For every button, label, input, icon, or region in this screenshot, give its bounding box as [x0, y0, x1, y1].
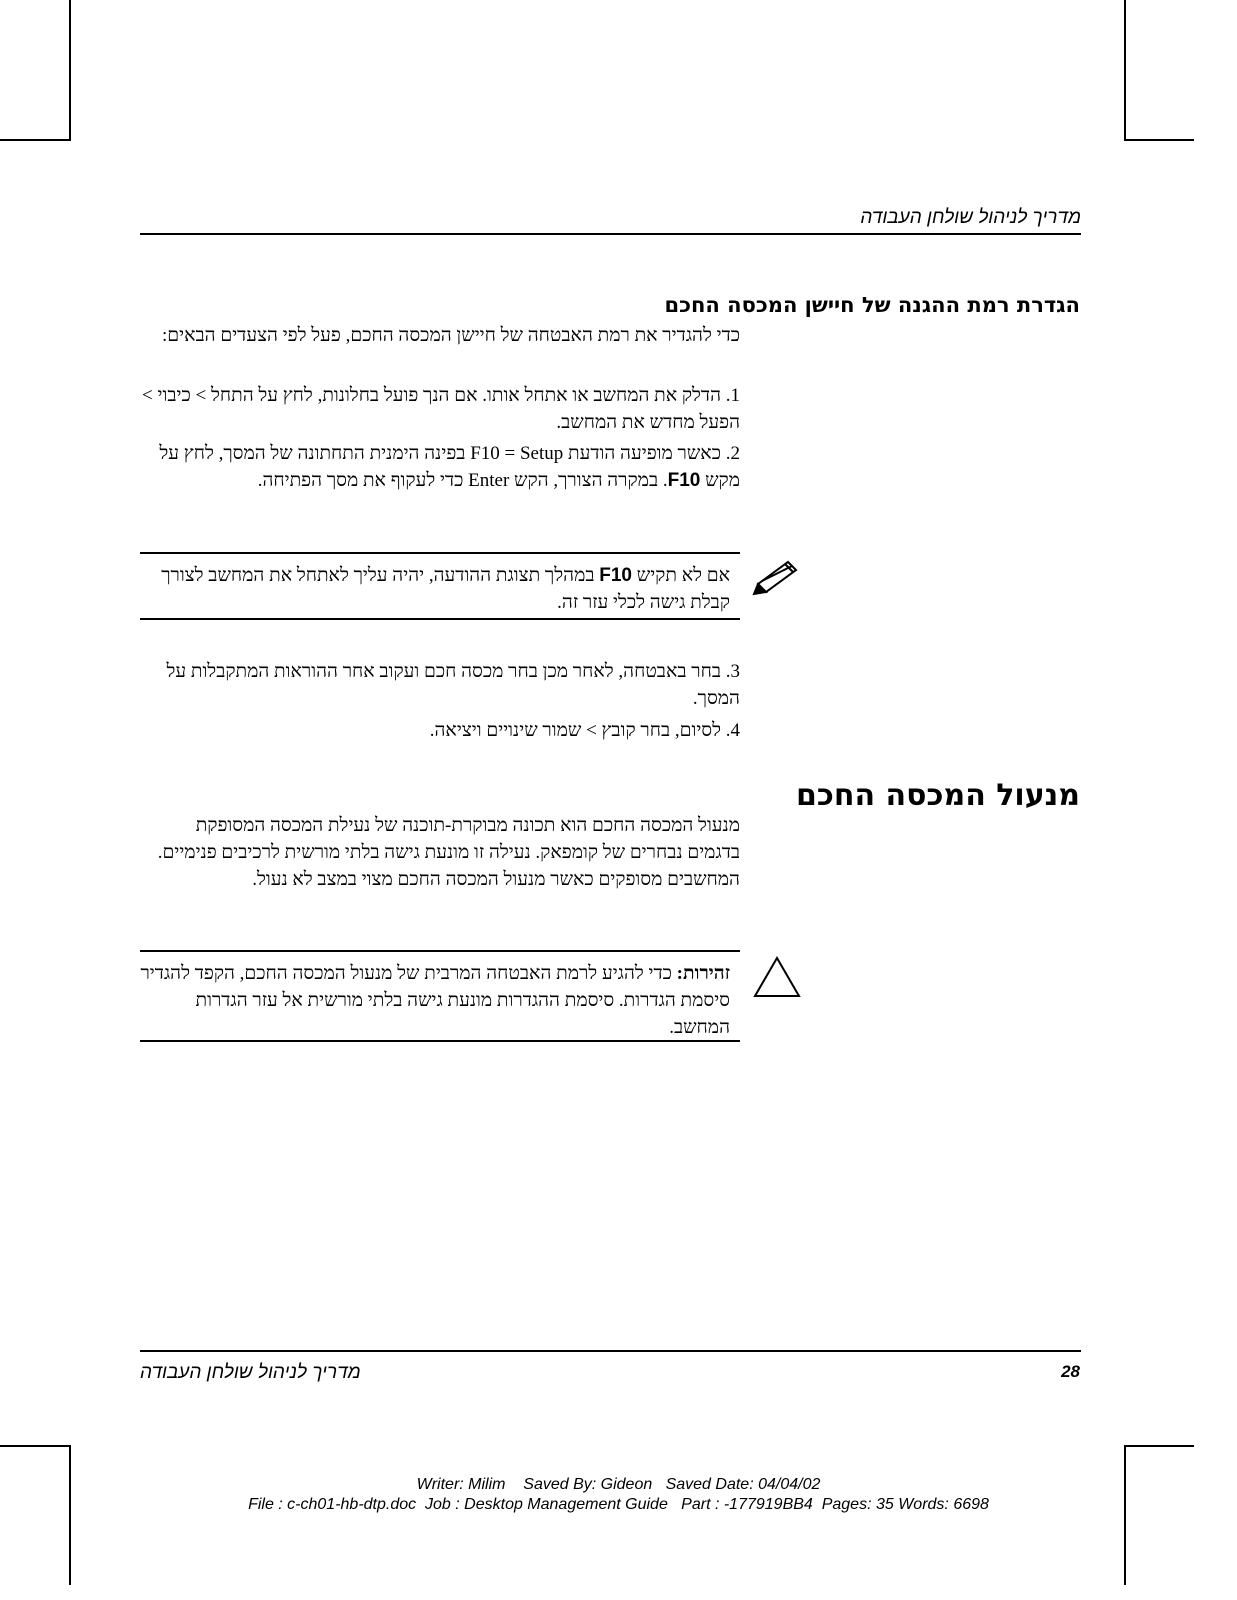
- print-meta-line-2: File : c-ch01-hb-dtp.doc Job : Desktop Management Guide Part : -177919BB4 Pages: 35 Words: 6698: [248, 1496, 989, 1513]
- footer-title: מדריך לניהול שולחן העבודה: [140, 1362, 361, 1383]
- warning-text: [140, 952, 740, 1049]
- warning-box: [140, 950, 740, 1042]
- note-text: [140, 554, 740, 624]
- crop-mark-bottom-right-v: [1124, 1445, 1126, 1585]
- page-number: 28: [1061, 1362, 1080, 1381]
- note-text-a: אם לא תקיש: [632, 565, 730, 586]
- section-heading-smart-cover-lock: מנעול המכסה החכם: [795, 778, 1080, 813]
- step-2-text-a: 2. כאשר מופיעה הודעת F10 = Setup בפינה הימנית התחתונה של המסך, לחץ על מקש: [159, 443, 740, 491]
- crop-mark-top-left-v: [69, 0, 71, 140]
- crop-mark-bottom-left-v: [69, 1445, 71, 1585]
- running-header: מדריך לניהול שולחן העבודה: [140, 207, 1081, 235]
- f10-key: F10: [667, 470, 701, 491]
- crop-mark-bottom-left-h: [0, 1445, 71, 1447]
- pencil-icon: [752, 556, 802, 601]
- warning-body: כדי להגיע לרמת האבטחה המרבית של מנעול המכסה החכם, הקפד להגדיר סיסמת הגדרות. סיסמת ההגדרות מונעת גישה בלתי מורשית אל עזר הגדרות המחשב.: [140, 963, 730, 1038]
- intro-paragraph: כדי להגדיר את רמת האבטחה של חיישן המכסה החכם, פעל לפי הצעדים הבאים:: [161, 325, 740, 346]
- warning-triangle-icon: [752, 955, 802, 1004]
- step-1: 1. הדלק את המחשב או אתחל אותו. אם הנך פועל בחלונות, לחץ על התחל > כיבוי > הפעל מחדש את המחשב.: [142, 385, 740, 433]
- footer-rule: [140, 1350, 1081, 1352]
- step-4: 4. לסיום, בחר קובץ > שמור שינויים ויציאה.: [429, 720, 740, 741]
- note-text-b: במהלך תצוגת ההודעה, יהיה עליך לאתחל את המחשב לצורך קבלת גישה לכלי עזר זה.: [161, 565, 730, 613]
- cover-lock-paragraph: מנעול המכסה החכם הוא תכונה מבוקרת-תוכנה של נעילת המכסה המסופקת בדגמים נבחרים של קומפאק. נעילה זו מונעת גישה בלתי מורשית לרכיבים פנימיים. המחשבים מסופקים כאשר מנעול המכסה החכם מצוי במצב לא נעול.: [157, 815, 740, 890]
- warning-label: זהירות:: [676, 963, 730, 984]
- note-box: [140, 552, 740, 620]
- step-3: 3. בחר באבטחה, לאחר מכן בחר מכסה חכם ועקוב אחר ההוראות המתקבלות על המסך.: [166, 661, 740, 709]
- step-2-text-b: . במקרה הצורך, הקש Enter כדי לעקוף את מסך הפתיחה.: [257, 470, 668, 491]
- crop-mark-top-right-v: [1124, 0, 1126, 140]
- step-2: [140, 440, 740, 494]
- note-f10-key: F10: [599, 565, 632, 586]
- crop-mark-top-right-h: [1124, 139, 1194, 141]
- crop-mark-top-left-h: [0, 139, 71, 141]
- crop-mark-bottom-right-h: [1124, 1445, 1194, 1447]
- section-heading-lid-sensor: הגדרת רמת ההגנה של חיישן המכסה החכם: [664, 293, 1080, 317]
- print-meta-line-1: Writer: Milim Saved By: Gideon Saved Date: 04/04/02: [416, 1476, 821, 1493]
